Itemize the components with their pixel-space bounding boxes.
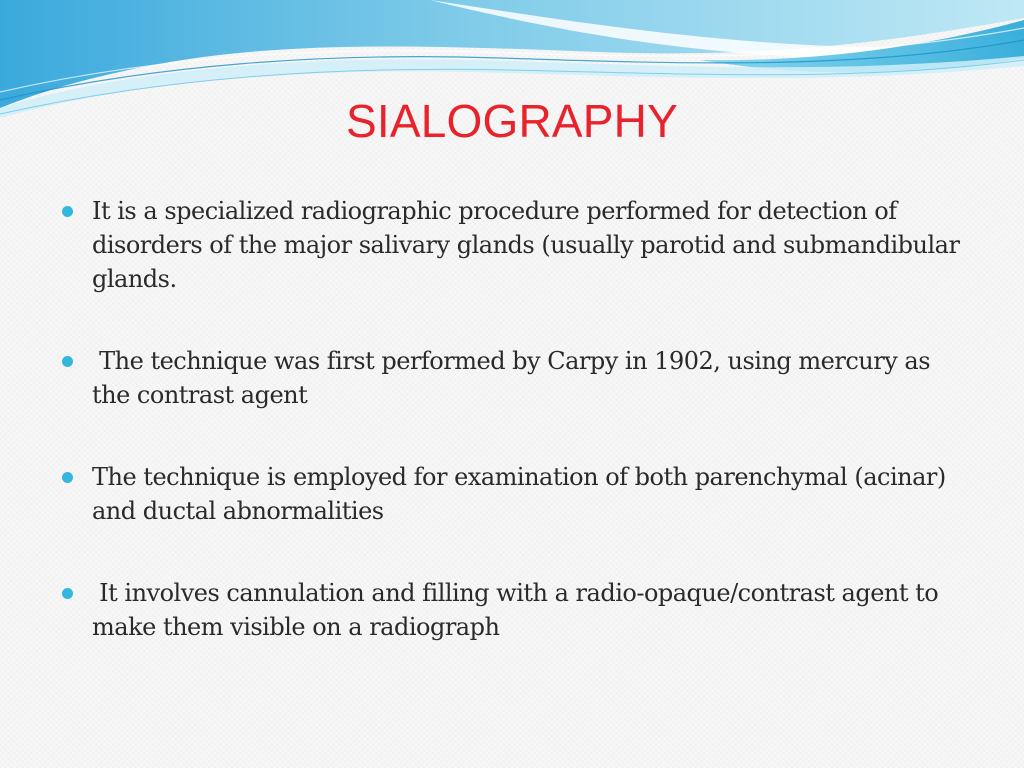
bullet-dot-icon (62, 472, 73, 483)
bullet-dot-icon (62, 356, 73, 367)
bullet-item (60, 460, 960, 528)
bullet-item (60, 344, 960, 412)
bullet-text: It involves cannulation and filling with a radio-opaque/contrast agent to make them visible on a radiograph (92, 579, 946, 641)
slide-title: SIALOGRAPHY (346, 95, 678, 147)
bullet-dot-icon (62, 588, 73, 599)
bullet-text: The technique was first performed by Carpy in 1902, using mercury as the contrast agent (92, 347, 938, 409)
bullet-item (60, 194, 960, 296)
bullet-list (60, 194, 960, 644)
bullet-text: It is a specialized radiographic procedure performed for detection of disorders of the major salivary glands (usually parotid and submandibular glands. (92, 197, 960, 293)
bullet-text: The technique is employed for examination of both parenchymal (acinar) and ductal abnormalities (92, 463, 946, 525)
bullet-item (60, 576, 960, 644)
bullet-dot-icon (62, 206, 73, 217)
